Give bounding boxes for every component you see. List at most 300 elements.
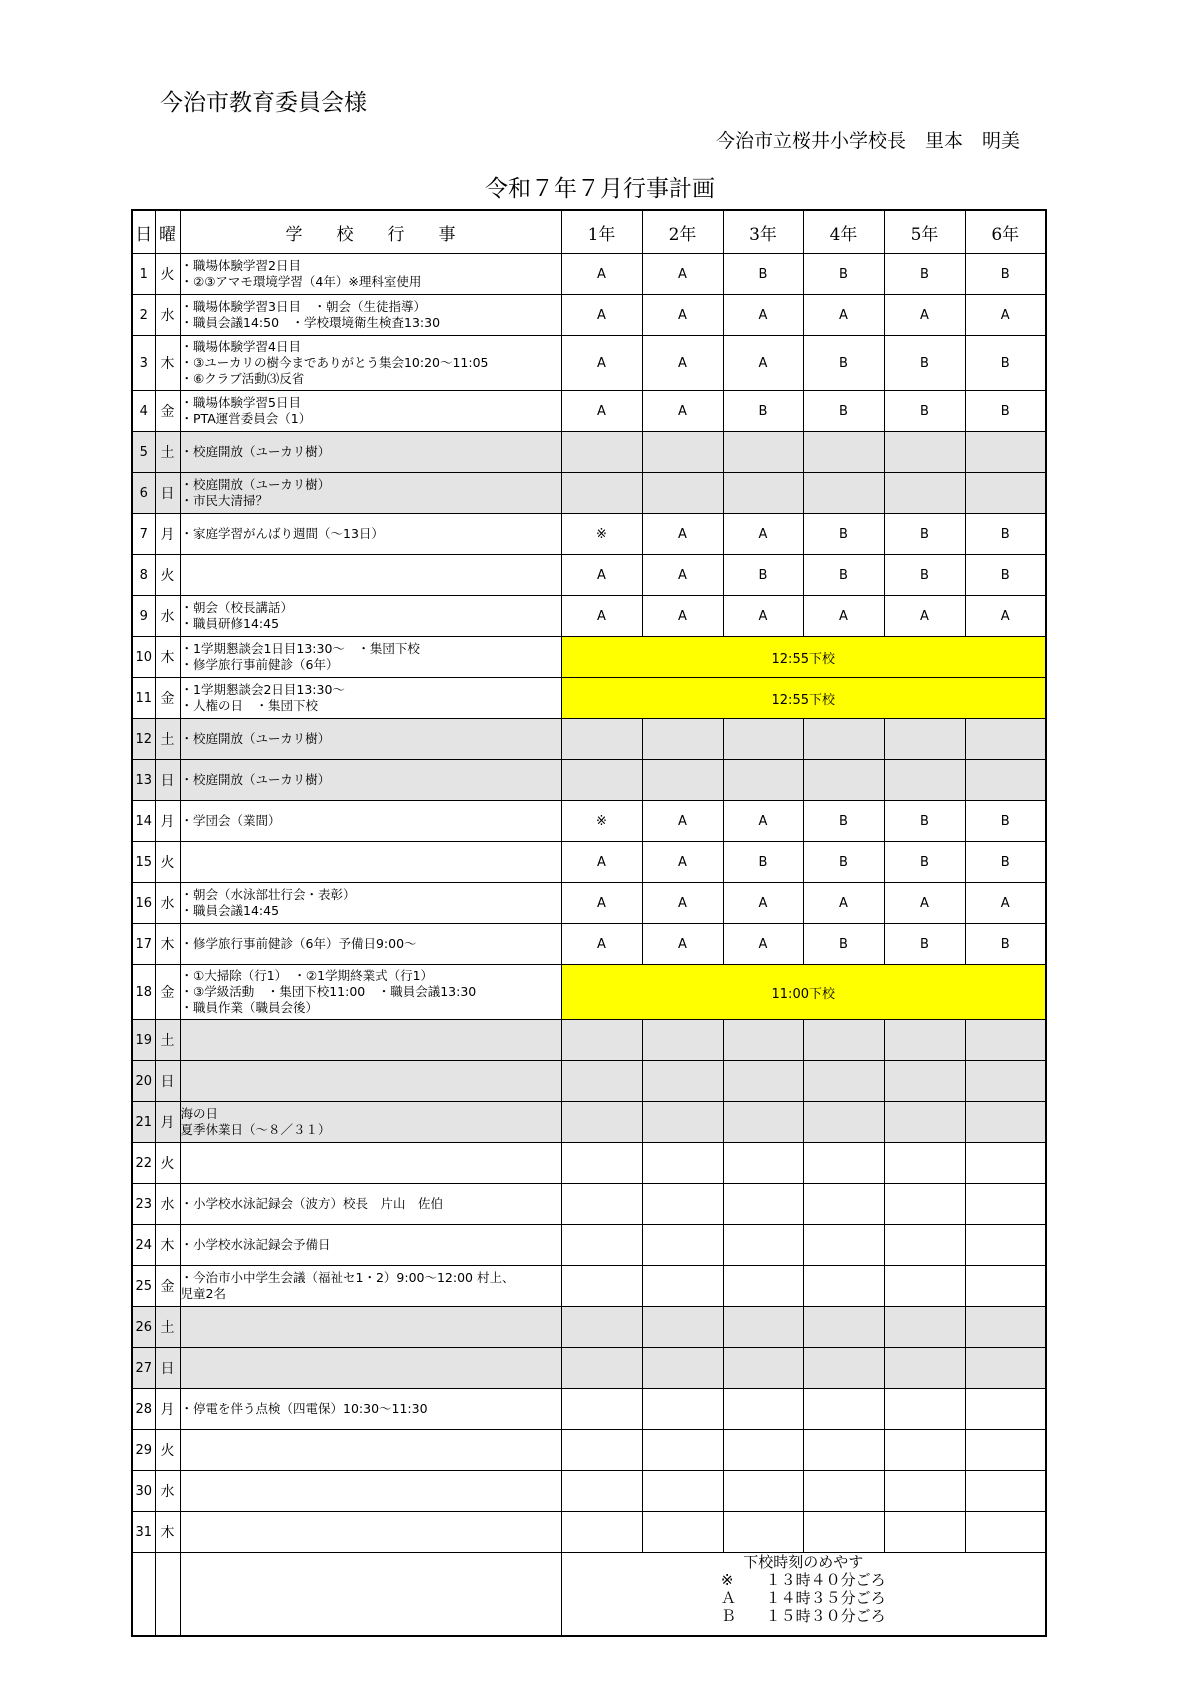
grade-6-cell: B [965, 555, 1046, 596]
grade-3-cell: A [723, 883, 803, 924]
day-cell: 13 [132, 760, 155, 801]
schedule-row [132, 514, 1046, 555]
weekday-cell: 木 [155, 336, 180, 391]
grade-3-cell [723, 1225, 803, 1266]
grade-4-cell [803, 1184, 884, 1225]
grade-4-cell: B [803, 924, 884, 965]
weekday-cell: 木 [155, 924, 180, 965]
grade-5-cell: B [884, 801, 965, 842]
grade-1-cell: A [561, 596, 642, 637]
grade-4-cell [803, 1225, 884, 1266]
legend-symbol: Ａ [720, 1589, 736, 1607]
schedule-row [132, 842, 1046, 883]
header-day: 日 [132, 210, 155, 254]
grade-5-cell [884, 1184, 965, 1225]
events-cell [180, 254, 561, 295]
grade-1-cell [561, 1348, 642, 1389]
day-cell: 19 [132, 1020, 155, 1061]
grade-2-cell [642, 760, 723, 801]
grade-5-cell: B [884, 336, 965, 391]
grade-5-cell [884, 760, 965, 801]
grade-4-cell: B [803, 336, 884, 391]
day-cell: 30 [132, 1471, 155, 1512]
weekday-cell: 土 [155, 432, 180, 473]
grade-2-cell [642, 719, 723, 760]
weekday-cell: 土 [155, 1307, 180, 1348]
addressee: 今治市教育委員会様 [160, 90, 367, 116]
event-line: ・停電を伴う点検（四電保）10:30～11:30 [180, 1401, 428, 1416]
weekday-cell: 金 [155, 391, 180, 432]
legend-item [562, 1589, 1046, 1607]
grade-6-cell: B [965, 336, 1046, 391]
events-cell [180, 719, 561, 760]
grade-1-cell: ※ [561, 801, 642, 842]
schedule-row [132, 1102, 1046, 1143]
grade-3-cell: B [723, 391, 803, 432]
event-line: ・修学旅行事前健診（6年）予備日9:00～ [180, 936, 417, 951]
grade-2-cell [642, 1225, 723, 1266]
grade-1-cell: A [561, 555, 642, 596]
early-dismissal-cell: 12:55下校 [561, 678, 1046, 719]
grade-1-cell [561, 473, 642, 514]
weekday-cell: 木 [155, 1512, 180, 1553]
weekday-cell: 日 [155, 473, 180, 514]
events-cell [180, 596, 561, 637]
schedule-row [132, 473, 1046, 514]
event-line: ・職員作業（職員会後） [180, 1000, 319, 1015]
grade-3-cell [723, 1430, 803, 1471]
grade-6-cell [965, 1266, 1046, 1307]
grade-4-cell [803, 1430, 884, 1471]
page-title: 令和７年７月行事計画 [485, 176, 715, 202]
event-line: ・職場体験学習4日目 [180, 339, 301, 354]
grade-5-cell [884, 1143, 965, 1184]
day-cell: 15 [132, 842, 155, 883]
grade-6-cell [965, 1143, 1046, 1184]
grade-2-cell [642, 1102, 723, 1143]
grade-1-cell [561, 760, 642, 801]
grade-4-cell [803, 1307, 884, 1348]
grade-4-cell [803, 760, 884, 801]
schedule-row [132, 1348, 1046, 1389]
grade-3-cell [723, 760, 803, 801]
day-cell: 4 [132, 391, 155, 432]
grade-1-cell: A [561, 924, 642, 965]
grade-4-cell [803, 1020, 884, 1061]
events-cell [180, 883, 561, 924]
grade-5-cell [884, 1348, 965, 1389]
event-line: ・1学期懇談会2日目13:30～ [180, 682, 345, 697]
grade-1-cell: A [561, 336, 642, 391]
event-line: ・学団会（業間） [180, 813, 281, 828]
events-cell [180, 432, 561, 473]
schedule-row [132, 596, 1046, 637]
day-cell: 9 [132, 596, 155, 637]
weekday-cell: 水 [155, 596, 180, 637]
grade-6-cell [965, 1389, 1046, 1430]
day-cell: 14 [132, 801, 155, 842]
grade-6-cell [965, 1307, 1046, 1348]
schedule-row [132, 336, 1046, 391]
event-line: ・職員研修14:45 [180, 616, 280, 631]
legend-item [562, 1571, 1046, 1589]
grade-4-cell [803, 719, 884, 760]
grade-1-cell [561, 1471, 642, 1512]
grade-4-cell [803, 1102, 884, 1143]
grade-6-cell [965, 473, 1046, 514]
grade-3-cell [723, 1266, 803, 1307]
grade-2-cell [642, 1020, 723, 1061]
grade-5-cell: B [884, 391, 965, 432]
day-cell: 3 [132, 336, 155, 391]
day-cell: 28 [132, 1389, 155, 1430]
grade-5-cell [884, 1471, 965, 1512]
grade-6-cell [965, 1020, 1046, 1061]
grade-2-cell: A [642, 295, 723, 336]
day-cell: 8 [132, 555, 155, 596]
event-line: ・②③アマモ環境学習（4年）※理科室使用 [180, 274, 422, 289]
grade-3-cell [723, 432, 803, 473]
schedule-row [132, 295, 1046, 336]
header-weekday: 曜 [155, 210, 180, 254]
legend-time: １３時４０分ごろ [765, 1571, 886, 1589]
grade-2-cell: A [642, 514, 723, 555]
grade-2-cell [642, 473, 723, 514]
grade-6-cell [965, 1430, 1046, 1471]
grade-5-cell: B [884, 924, 965, 965]
grade-2-cell: A [642, 596, 723, 637]
day-cell: 23 [132, 1184, 155, 1225]
grade-5-cell: B [884, 514, 965, 555]
grade-3-cell: B [723, 254, 803, 295]
grade-3-cell [723, 1348, 803, 1389]
grade-1-cell: ※ [561, 514, 642, 555]
legend-spacer-weekday [155, 1553, 180, 1637]
grade-1-cell [561, 1184, 642, 1225]
grade-4-cell [803, 432, 884, 473]
grade-2-cell: A [642, 842, 723, 883]
weekday-cell: 木 [155, 1225, 180, 1266]
event-line: 児童2名 [180, 1286, 226, 1301]
events-cell [180, 473, 561, 514]
schedule-row [132, 1471, 1046, 1512]
events-cell [180, 1266, 561, 1307]
schedule-row [132, 555, 1046, 596]
grade-1-cell: A [561, 254, 642, 295]
legend-time: １５時３０分ごろ [765, 1607, 886, 1625]
grade-2-cell [642, 1184, 723, 1225]
event-line: ・職場体験学習2日目 [180, 258, 301, 273]
grade-2-cell: A [642, 801, 723, 842]
schedule-row [132, 1061, 1046, 1102]
header-events: 学 校 行 事 [180, 210, 561, 254]
grade-3-cell: A [723, 514, 803, 555]
grade-2-cell: A [642, 336, 723, 391]
grade-6-cell: B [965, 924, 1046, 965]
weekday-cell: 金 [155, 965, 180, 1020]
day-cell: 10 [132, 637, 155, 678]
grade-4-cell [803, 1143, 884, 1184]
day-cell: 5 [132, 432, 155, 473]
schedule-row [132, 719, 1046, 760]
day-cell: 2 [132, 295, 155, 336]
events-cell [180, 760, 561, 801]
event-line: ・市民大清掃？ [180, 493, 269, 508]
events-cell [180, 842, 561, 883]
grade-3-cell: A [723, 924, 803, 965]
weekday-cell: 火 [155, 254, 180, 295]
weekday-cell: 水 [155, 1184, 180, 1225]
day-cell: 26 [132, 1307, 155, 1348]
grade-4-cell: A [803, 596, 884, 637]
grade-2-cell [642, 1307, 723, 1348]
grade-2-cell [642, 432, 723, 473]
grade-6-cell: B [965, 514, 1046, 555]
event-line: ・校庭開放（ユーカリ樹） [180, 731, 331, 746]
grade-5-cell: A [884, 883, 965, 924]
grade-3-cell: A [723, 596, 803, 637]
grade-3-cell: B [723, 842, 803, 883]
grade-5-cell [884, 1266, 965, 1307]
grade-1-cell [561, 1430, 642, 1471]
grade-4-cell: B [803, 254, 884, 295]
grade-1-cell: A [561, 842, 642, 883]
events-cell [180, 1389, 561, 1430]
legend-row [132, 1553, 1046, 1637]
weekday-cell: 火 [155, 555, 180, 596]
grade-4-cell: B [803, 801, 884, 842]
events-cell [180, 1143, 561, 1184]
day-cell: 7 [132, 514, 155, 555]
events-cell [180, 1102, 561, 1143]
schedule-row [132, 924, 1046, 965]
grade-3-cell [723, 1512, 803, 1553]
grade-6-cell [965, 1471, 1046, 1512]
events-cell [180, 295, 561, 336]
schedule-row [132, 1143, 1046, 1184]
grade-2-cell: A [642, 254, 723, 295]
event-line: ・校庭開放（ユーカリ樹） [180, 772, 331, 787]
event-line: ・家庭学習がんばり週間（～13日） [180, 526, 384, 541]
event-line: ・職場体験学習5日目 [180, 395, 301, 410]
grade-5-cell [884, 1389, 965, 1430]
events-cell [180, 391, 561, 432]
event-line: 夏季休業日（～８／３１） [180, 1122, 331, 1137]
schedule-row [132, 637, 1046, 678]
events-cell [180, 1061, 561, 1102]
event-line: ・朝会（校長講話） [180, 600, 294, 615]
grade-4-cell: A [803, 883, 884, 924]
schedule-row [132, 1512, 1046, 1553]
grade-4-cell [803, 473, 884, 514]
grade-2-cell [642, 1512, 723, 1553]
legend-symbol: ※ [720, 1571, 734, 1589]
events-cell [180, 514, 561, 555]
events-cell [180, 336, 561, 391]
day-cell: 11 [132, 678, 155, 719]
grade-1-cell: A [561, 295, 642, 336]
event-line: ・朝会（水泳部壮行会・表彰） [180, 887, 356, 902]
grade-3-cell [723, 1471, 803, 1512]
day-cell: 25 [132, 1266, 155, 1307]
early-dismissal-cell: 11:00下校 [561, 965, 1046, 1020]
grade-6-cell [965, 1061, 1046, 1102]
grade-6-cell [965, 1184, 1046, 1225]
schedule-row [132, 883, 1046, 924]
grade-6-cell [965, 1225, 1046, 1266]
events-cell [180, 555, 561, 596]
weekday-cell: 火 [155, 1143, 180, 1184]
events-cell [180, 1512, 561, 1553]
grade-4-cell [803, 1471, 884, 1512]
day-cell: 20 [132, 1061, 155, 1102]
events-cell [180, 965, 561, 1020]
events-cell [180, 801, 561, 842]
events-cell [180, 1471, 561, 1512]
grade-2-cell [642, 1471, 723, 1512]
grade-5-cell: B [884, 254, 965, 295]
grade-6-cell: A [965, 295, 1046, 336]
grade-3-cell: A [723, 801, 803, 842]
grade-1-cell [561, 719, 642, 760]
schedule-row [132, 1184, 1046, 1225]
weekday-cell: 月 [155, 801, 180, 842]
grade-2-cell [642, 1389, 723, 1430]
grade-1-cell [561, 1225, 642, 1266]
grade-1-cell [561, 1389, 642, 1430]
legend-item [562, 1607, 1046, 1625]
grade-2-cell: A [642, 555, 723, 596]
schedule-row [132, 801, 1046, 842]
grade-5-cell: A [884, 295, 965, 336]
day-cell: 24 [132, 1225, 155, 1266]
weekday-cell: 木 [155, 637, 180, 678]
weekday-cell: 水 [155, 883, 180, 924]
grade-2-cell: A [642, 883, 723, 924]
weekday-cell: 水 [155, 295, 180, 336]
grade-3-cell [723, 1020, 803, 1061]
event-line: ・校庭開放（ユーカリ樹） [180, 477, 331, 492]
weekday-cell: 金 [155, 1266, 180, 1307]
weekday-cell: 金 [155, 678, 180, 719]
grade-4-cell: B [803, 842, 884, 883]
day-cell: 17 [132, 924, 155, 965]
grade-1-cell [561, 1143, 642, 1184]
sender: 今治市立桜井小学校長 里本 明美 [715, 130, 1020, 152]
grade-2-cell [642, 1061, 723, 1102]
grade-2-cell [642, 1266, 723, 1307]
event-line: 海の日 [180, 1106, 219, 1121]
day-cell: 29 [132, 1430, 155, 1471]
event-line: ・職員会議14:50 ・学校環境衛生検査13:30 [180, 315, 441, 330]
day-cell: 27 [132, 1348, 155, 1389]
schedule-body [132, 254, 1046, 1553]
event-line: ・職場体験学習3日目 ・朝会（生徒指導） [180, 299, 426, 314]
grade-4-cell: B [803, 514, 884, 555]
weekday-cell: 月 [155, 514, 180, 555]
grade-4-cell [803, 1348, 884, 1389]
grade-6-cell [965, 1512, 1046, 1553]
header-grade-1: 1年 [561, 210, 642, 254]
legend-symbol: Ｂ [720, 1607, 736, 1625]
weekday-cell: 土 [155, 719, 180, 760]
grade-2-cell [642, 1430, 723, 1471]
weekday-cell: 日 [155, 760, 180, 801]
events-cell [180, 1184, 561, 1225]
grade-6-cell: B [965, 801, 1046, 842]
events-cell [180, 637, 561, 678]
schedule-row [132, 965, 1046, 1020]
legend-spacer-events [180, 1553, 561, 1637]
weekday-cell: 土 [155, 1020, 180, 1061]
weekday-cell: 火 [155, 842, 180, 883]
weekday-cell: 火 [155, 1430, 180, 1471]
weekday-cell: 月 [155, 1389, 180, 1430]
schedule-row [132, 1020, 1046, 1061]
event-line: ・PTA運営委員会（1） [180, 411, 312, 426]
event-line: ・人権の日 ・集団下校 [180, 698, 319, 713]
grade-5-cell [884, 719, 965, 760]
schedule-row [132, 1307, 1046, 1348]
grade-2-cell: A [642, 391, 723, 432]
weekday-cell: 月 [155, 1102, 180, 1143]
grade-5-cell: B [884, 555, 965, 596]
grade-5-cell [884, 1430, 965, 1471]
grade-2-cell [642, 1143, 723, 1184]
schedule-row [132, 1266, 1046, 1307]
grade-3-cell: B [723, 555, 803, 596]
grade-5-cell [884, 1512, 965, 1553]
event-line: ・③ユーカリの樹今までありがとう集会10:20～11:05 [180, 355, 489, 370]
grade-6-cell [965, 760, 1046, 801]
day-cell: 12 [132, 719, 155, 760]
grade-3-cell [723, 1102, 803, 1143]
grade-6-cell [965, 719, 1046, 760]
grade-3-cell [723, 473, 803, 514]
legend-title: 下校時刻のめやす [743, 1553, 864, 1571]
schedule-row [132, 391, 1046, 432]
event-line: ・①大掃除（行1） ・②1学期終業式（行1） [180, 968, 434, 983]
grade-1-cell: A [561, 391, 642, 432]
grade-3-cell [723, 1307, 803, 1348]
grade-5-cell: A [884, 596, 965, 637]
grade-6-cell [965, 432, 1046, 473]
schedule-row [132, 1389, 1046, 1430]
weekday-cell: 日 [155, 1061, 180, 1102]
event-line: ・校庭開放（ユーカリ樹） [180, 444, 331, 459]
grade-1-cell [561, 432, 642, 473]
grade-5-cell [884, 1020, 965, 1061]
grade-6-cell [965, 1102, 1046, 1143]
grade-6-cell: B [965, 254, 1046, 295]
events-cell [180, 678, 561, 719]
header-grade-6: 6年 [965, 210, 1046, 254]
grade-1-cell: A [561, 883, 642, 924]
grade-1-cell [561, 1102, 642, 1143]
day-cell: 31 [132, 1512, 155, 1553]
grade-2-cell [642, 1348, 723, 1389]
events-cell [180, 1348, 561, 1389]
header-row [132, 210, 1046, 254]
grade-5-cell: B [884, 842, 965, 883]
grade-4-cell [803, 1061, 884, 1102]
events-cell [180, 1307, 561, 1348]
day-cell: 1 [132, 254, 155, 295]
day-cell: 16 [132, 883, 155, 924]
grade-4-cell [803, 1512, 884, 1553]
schedule-row [132, 760, 1046, 801]
grade-5-cell [884, 473, 965, 514]
